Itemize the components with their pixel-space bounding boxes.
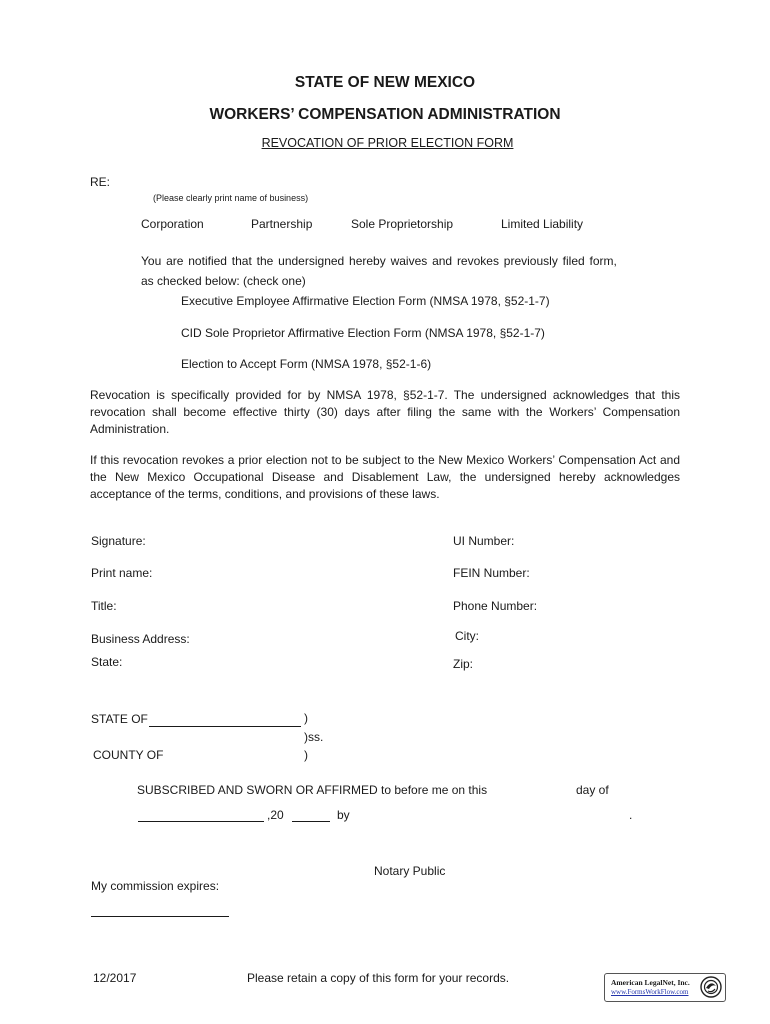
publisher-name: American LegalNet, Inc. (611, 978, 690, 987)
entity-option-corporation[interactable]: Corporation (141, 217, 204, 231)
option-executive-employee[interactable]: Executive Employee Affirmative Election Form (NMSA 1978, §52-1-7) (181, 294, 550, 308)
by-label: by (337, 808, 350, 822)
publisher-seal-icon (700, 976, 722, 998)
state-heading: STATE OF NEW MEXICO (294, 74, 476, 91)
publisher-url[interactable]: www.FormsWorkFlow.com (611, 988, 689, 996)
notary-paren-1: ) (304, 711, 308, 725)
retain-copy-note: Please retain a copy of this form for your records. (247, 971, 510, 985)
commission-line[interactable] (91, 916, 229, 917)
re-label: RE: (90, 175, 111, 189)
commission-expires-label: My commission expires: (91, 879, 220, 893)
form-revision-date: 12/2017 (93, 971, 137, 985)
print-name-field[interactable]: Print name: (91, 566, 153, 580)
fein-number-field[interactable]: FEIN Number: (453, 566, 530, 580)
date-line[interactable] (138, 821, 264, 822)
year-line[interactable] (292, 821, 330, 822)
city-field[interactable]: City: (455, 629, 479, 643)
option-election-to-accept[interactable]: Election to Accept Form (NMSA 1978, §52-1-6) (181, 357, 432, 371)
notary-ss: )ss. (304, 730, 324, 744)
entity-option-partnership[interactable]: Partnership (251, 217, 313, 231)
option-cid-sole-proprietor[interactable]: CID Sole Proprietor Affirmative Election Form (NMSA 1978, §52-1-7) (181, 326, 545, 340)
signature-field[interactable]: Signature: (91, 534, 146, 548)
agency-heading: WORKERS’ COMPENSATION ADMINISTRATION (209, 106, 561, 123)
election-paragraph: If this revocation revokes a prior election not to be subject to the New Mexico Workers’ Compensation Act and the New Mexico Occupational Disease and Disablement Law, the undersigned hereby acknowledges acceptance of the terms, conditions, and provisions of these laws. (90, 453, 680, 501)
notary-public-label: Notary Public (374, 864, 446, 878)
year-prefix: ,20 (267, 808, 284, 822)
ui-number-field[interactable]: UI Number: (453, 534, 515, 548)
form-title: REVOCATION OF PRIOR ELECTION FORM (261, 136, 514, 150)
sentence-period: . (629, 808, 633, 822)
notice-line-2: as checked below: (check one) (141, 274, 306, 288)
day-of-label: day of (576, 783, 609, 797)
subscribed-text: SUBSCRIBED AND SWORN OR AFFIRMED to before me on this (137, 783, 488, 797)
zip-field[interactable]: Zip: (453, 657, 474, 671)
notary-paren-2: ) (304, 748, 308, 762)
entity-option-sole-proprietorship[interactable]: Sole Proprietorship (351, 217, 454, 231)
notary-state-line[interactable] (149, 726, 301, 727)
notice-line-1: You are notified that the undersigned hereby waives and revokes previously filed form, (141, 254, 617, 268)
phone-number-field[interactable]: Phone Number: (453, 599, 538, 613)
business-name-hint: (Please clearly print name of business) (153, 193, 309, 203)
title-field[interactable]: Title: (91, 599, 117, 613)
publisher-logo (604, 973, 726, 1002)
notary-county-label: COUNTY OF (93, 748, 164, 762)
business-address-field[interactable]: Business Address: (91, 632, 190, 646)
revocation-paragraph: Revocation is specifically provided for by NMSA 1978, §52-1-7. The undersigned acknowledges that this revocation shall become effective thirty (30) days after filing the same with the Workers’ Compensation Administration. (90, 388, 680, 436)
notary-state-label: STATE OF (91, 712, 148, 726)
state-field[interactable]: State: (91, 655, 123, 669)
entity-option-limited-liability[interactable]: Limited Liability (501, 217, 584, 231)
